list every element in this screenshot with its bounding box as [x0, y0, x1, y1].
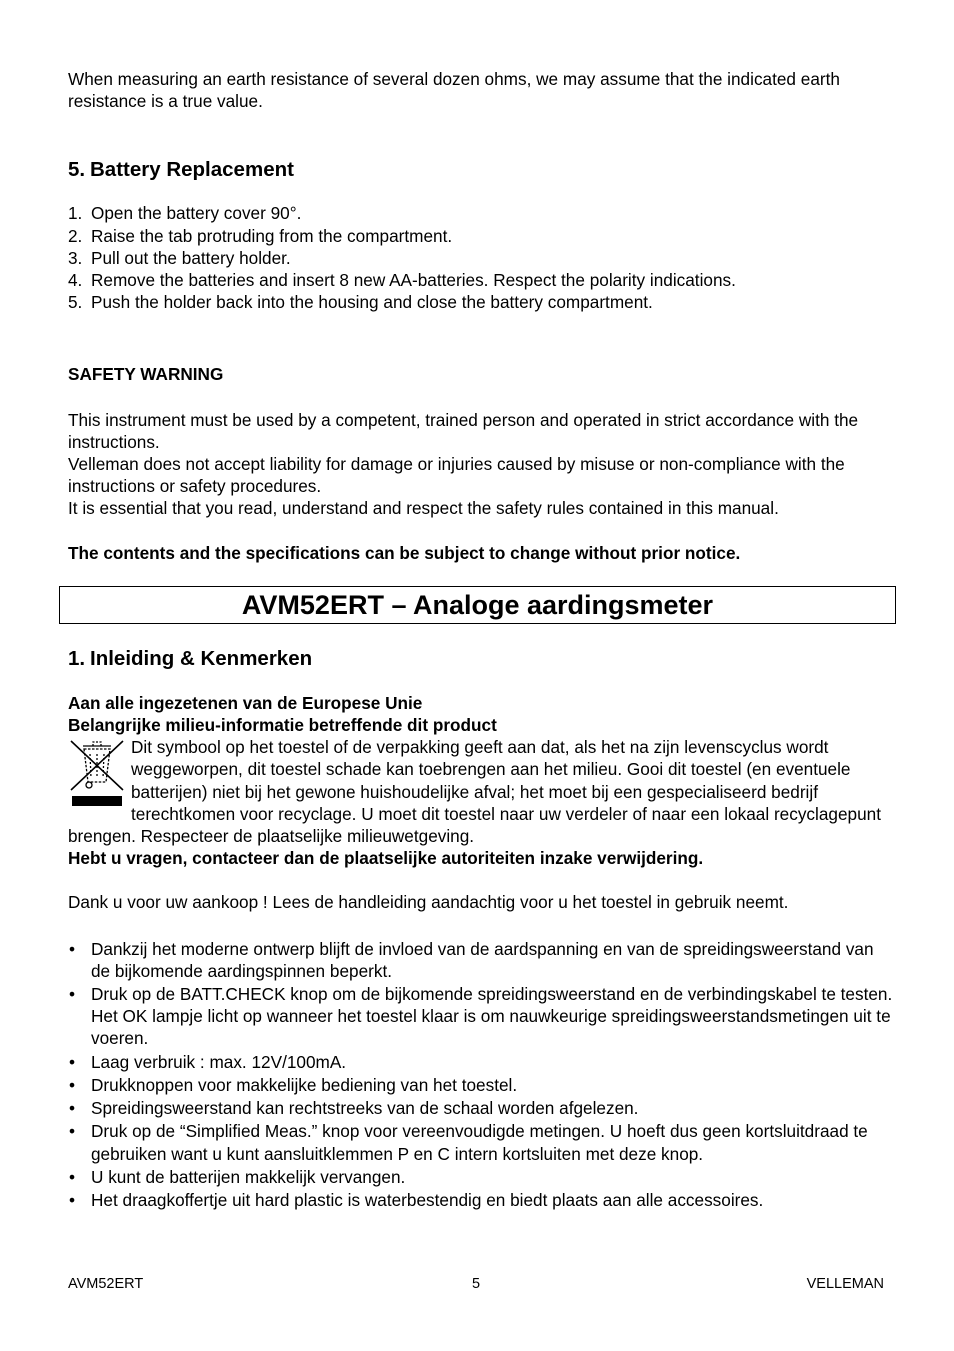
footer-model: AVM52ERT — [68, 1276, 144, 1292]
bullet: • — [69, 1189, 76, 1210]
change-notice: The contents and the specifications can be subject to change without prior notice. — [68, 542, 741, 563]
safety-text — [68, 409, 896, 520]
bullet: • — [69, 1166, 76, 1187]
weee-block — [68, 736, 896, 847]
step-number: 4. — [68, 270, 83, 291]
nl-section-1-heading — [68, 646, 896, 672]
crossed-out-wheelie-bin-icon — [68, 738, 126, 812]
weee-text: Dit symbool op het toestel of de verpakking geeft aan dat, als het na zijn levenscyclus wordt weggeworpen, dit toestel schade kan toebrengen aan het milieu. Gooi dit toestel (en eventuele batterijen) niet bij het gewone huishoudelijke afval; het moet bij een gespecialiseerd bedrijf terechtkomen voor recyclage. U moet dit toestel naar uw verdeler of naar een lokaal recyclagepunt brengen. Respecteer de plaatselijke milieuwetgeving. — [68, 737, 881, 847]
bullet: • — [69, 1074, 76, 1095]
section-number: 5. — [68, 158, 86, 182]
battery-steps-list — [68, 202, 896, 313]
eu-line-2: Belangrijke milieu-informatie betreffende dit product — [68, 715, 497, 736]
safety-line: This instrument must be used by a competent, trained person and operated in strict accordance with the instructions. — [68, 409, 859, 452]
step-text: Raise the tab protruding from the compartment. — [91, 225, 453, 246]
step-number: 3. — [68, 247, 83, 268]
list-item — [68, 1120, 896, 1164]
safety-line: It is essential that you read, understand and respect the safety rules contained in this manual. — [68, 498, 779, 519]
list-item — [68, 1189, 896, 1211]
safety-heading: SAFETY WARNING — [68, 364, 224, 385]
dutch-title-box — [59, 586, 896, 624]
list-item — [68, 983, 896, 1050]
step-number: 5. — [68, 292, 83, 313]
section-number: 1. — [68, 646, 86, 670]
list-item — [68, 1051, 896, 1073]
step-number: 2. — [68, 225, 83, 246]
bullet: • — [69, 1051, 76, 1072]
list-item — [68, 269, 896, 291]
bullet-text: Spreidingsweerstand kan rechtstreeks van de schaal worden afgelezen. — [91, 1098, 639, 1119]
section-title: Inleiding & Kenmerken — [90, 646, 313, 670]
list-item — [68, 938, 896, 982]
eu-notice — [68, 692, 896, 870]
eu-line-1: Aan alle ingezetenen van de Europese Unie — [68, 692, 423, 713]
list-item — [68, 291, 896, 313]
bullet: • — [69, 984, 76, 1005]
bullet: • — [69, 1121, 76, 1142]
list-item — [68, 1097, 896, 1119]
section-5-heading — [68, 157, 896, 183]
safety-line: Velleman does not accept liability for damage or injuries caused by misuse or non-compliance with the instructions or safety procedures. — [68, 454, 845, 497]
bullet-text: Druk op de BATT.CHECK knop om de bijkomende spreidingsweerstand en de verbindingskabel te testen. Het OK lampje licht op wanneer het toestel klaar is om nauwkeurige spreidingsweerstandsmetingen uit te voeren. — [91, 984, 893, 1049]
bullet-text: Druk op de “Simplified Meas.” knop voor vereenvoudigde metingen. U hoeft dus geen kortsluitdraad te gebruiken want u kunt aansluitklemmen P en C intern kortsluiten met deze knop. — [91, 1121, 868, 1164]
bullet-text: Dankzij het moderne ontwerp blijft de invloed van de aardspanning en van de spreidingsweerstand van de bijkomende aardingspinnen beperkt. — [91, 938, 874, 981]
bullet-text: Drukknoppen voor makkelijke bediening van het toestel. — [91, 1074, 518, 1095]
intro-paragraph: When measuring an earth resistance of several dozen ohms, we may assume that the indicated earth resistance is a true value. — [68, 69, 840, 112]
footer-page-number: 5 — [472, 1276, 481, 1292]
step-text: Push the holder back into the housing and close the battery compartment. — [91, 292, 653, 313]
features-list — [68, 938, 896, 1211]
footer-brand: VELLEMAN — [806, 1276, 884, 1292]
list-item — [68, 1074, 896, 1096]
bullet: • — [69, 938, 76, 959]
bullet: • — [69, 1098, 76, 1119]
contact-authorities: Hebt u vragen, contacteer dan de plaatselijke autoriteiten inzake verwijdering. — [68, 848, 704, 869]
bullet-text: U kunt de batterijen makkelijk vervangen. — [91, 1166, 406, 1187]
bullet-text: Het draagkoffertje uit hard plastic is waterbestendig en biedt plaats aan alle accessoires. — [91, 1189, 764, 1210]
list-item — [68, 247, 896, 269]
step-text: Open the battery cover 90°. — [91, 203, 302, 224]
step-text: Remove the batteries and insert 8 new AA-batteries. Respect the polarity indications. — [91, 270, 736, 291]
list-item — [68, 225, 896, 247]
section-title: Battery Replacement — [90, 158, 294, 182]
dutch-title: AVM52ERT – Analoge aardingsmeter — [241, 589, 714, 620]
document-page — [68, 68, 896, 1212]
step-number: 1. — [68, 203, 83, 224]
thanks-paragraph: Dank u voor uw aankoop ! Lees de handleiding aandachtig voor u het toestel in gebruik neemt. — [68, 892, 789, 913]
step-text: Pull out the battery holder. — [91, 247, 291, 268]
list-item — [68, 1166, 896, 1188]
bullet-text: Laag verbruik : max. 12V/100mA. — [91, 1051, 347, 1072]
list-item — [68, 202, 896, 224]
